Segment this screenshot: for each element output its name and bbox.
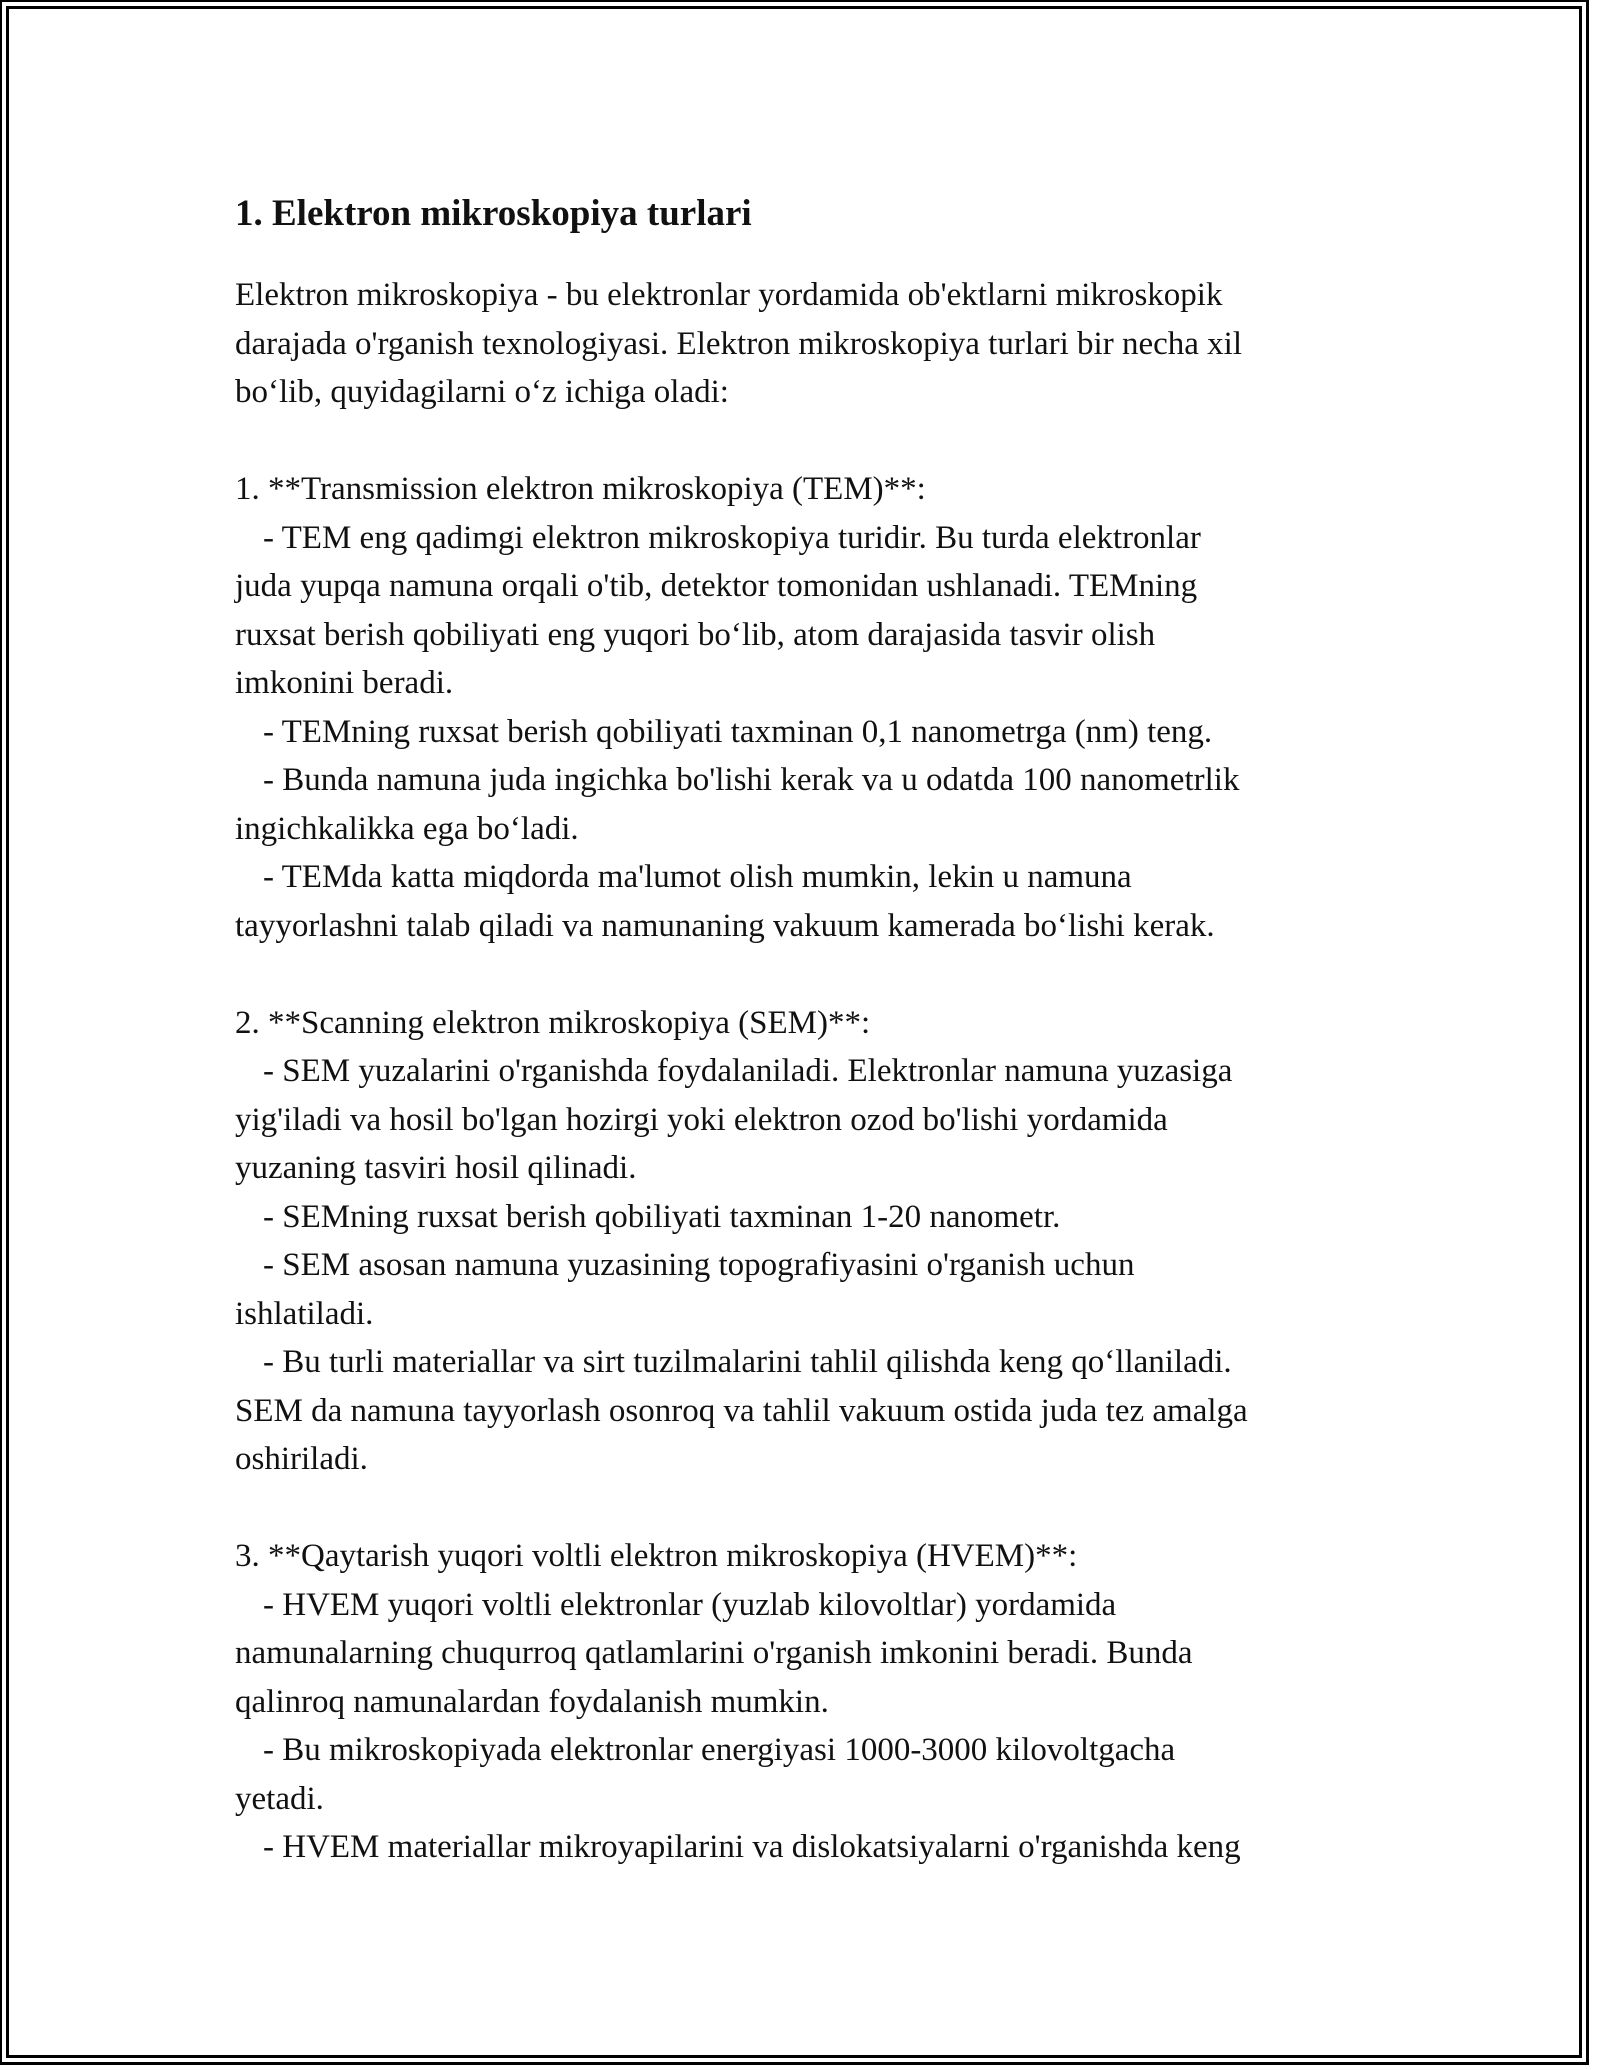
bullet-line: - Bu turli materiallar va sirt tuzilmalarini tahlil qilishda keng qo‘llaniladi.: [263, 1344, 1232, 1380]
section-2: [235, 999, 1395, 1484]
bullet-line: - Bu mikroskopiyada elektronlar energiyasi 1000-3000 kilovoltgacha: [263, 1732, 1176, 1768]
bullet-line: - TEMning ruxsat berish qobiliyati taxminan 0,1 nanometrga (nm) teng.: [263, 713, 1213, 750]
section-heading: 2. **Scanning elektron mikroskopiya (SEM)**:: [235, 1004, 871, 1041]
paragraph-line: yetadi.: [235, 1780, 324, 1817]
paragraph-line: qalinroq namunalardan foydalanish mumkin.: [235, 1683, 829, 1720]
bullet-line: - SEM yuzalarini o'rganishda foydalaniladi. Elektronlar namuna yuzasiga: [263, 1053, 1233, 1089]
bullet-line: - SEM asosan namuna yuzasining topografiyasini o'rganish uchun: [263, 1247, 1135, 1283]
intro-line: bo‘lib, quyidagilarni o‘z ichiga oladi:: [235, 374, 729, 410]
paragraph-line: namunalarning chuqurroq qatlamlarini o'rganish imkonini beradi. Bunda: [235, 1635, 1193, 1671]
paragraph-line: oshiriladi.: [235, 1441, 368, 1477]
intro-line: darajada o'rganish texnologiyasi. Elektron mikroskopiya turlari bir necha xil: [235, 325, 1242, 362]
paragraph-line: tayyorlashni talab qiladi va namunaning vakuum kamerada bo‘lishi kerak.: [235, 907, 1215, 944]
section-heading: 3. **Qaytarish yuqori voltli elektron mikroskopiya (HVEM)**:: [235, 1538, 1078, 1574]
section-heading: 1. **Transmission elektron mikroskopiya (TEM)**:: [235, 471, 926, 507]
blank-line: [235, 950, 1395, 999]
paragraph-line: ingichkalikka ega bo‘ladi.: [235, 810, 579, 847]
blank-line: [235, 1484, 1395, 1533]
page-title: 1. Elektron mikroskopiya turlari: [235, 193, 752, 234]
section-3: [235, 1532, 1395, 1872]
bullet-line: - TEM eng qadimgi elektron mikroskopiya turidir. Bu turda elektronlar: [263, 519, 1201, 556]
intro-line: Elektron mikroskopiya - bu elektronlar yordamida ob'ektlarni mikroskopik: [235, 277, 1223, 313]
bullet-line: - TEMda katta miqdorda ma'lumot olish mumkin, lekin u namuna: [263, 859, 1132, 895]
paragraph-line: juda yupqa namuna orqali o'tib, detektor tomonidan ushlanadi. TEMning: [235, 568, 1198, 604]
bullet-line: - SEMning ruxsat berish qobiliyati taxminan 1-20 nanometr.: [263, 1198, 1061, 1235]
bullet-line: - HVEM materiallar mikroyapilarini va dislokatsiyalarni o'rganishda keng: [263, 1829, 1241, 1865]
bullet-line: - Bunda namuna juda ingichka bo'lishi kerak va u odatda 100 nanometrlik: [263, 762, 1240, 798]
intro-paragraph: [235, 271, 1395, 417]
section-1: [235, 465, 1395, 950]
bullet-line: - HVEM yuqori voltli elektronlar (yuzlab kilovoltlar) yordamida: [263, 1586, 1117, 1623]
blank-line: [235, 417, 1395, 466]
document-body: [235, 184, 1395, 1872]
sections-container: [235, 417, 1395, 1872]
paragraph-line: yuzaning tasviri hosil qilinadi.: [235, 1150, 637, 1186]
paragraph-line: ishlatiladi.: [235, 1295, 374, 1332]
paragraph-line: imkonini beradi.: [235, 665, 454, 701]
paragraph-line: yig'iladi va hosil bo'lgan hozirgi yoki elektron ozod bo'lishi yordamida: [235, 1101, 1168, 1138]
paragraph-line: ruxsat berish qobiliyati eng yuqori bo‘lib, atom darajasida tasvir olish: [235, 616, 1156, 653]
paragraph-line: SEM da namuna tayyorlash osonroq va tahlil vakuum ostida juda tez amalga: [235, 1392, 1248, 1429]
